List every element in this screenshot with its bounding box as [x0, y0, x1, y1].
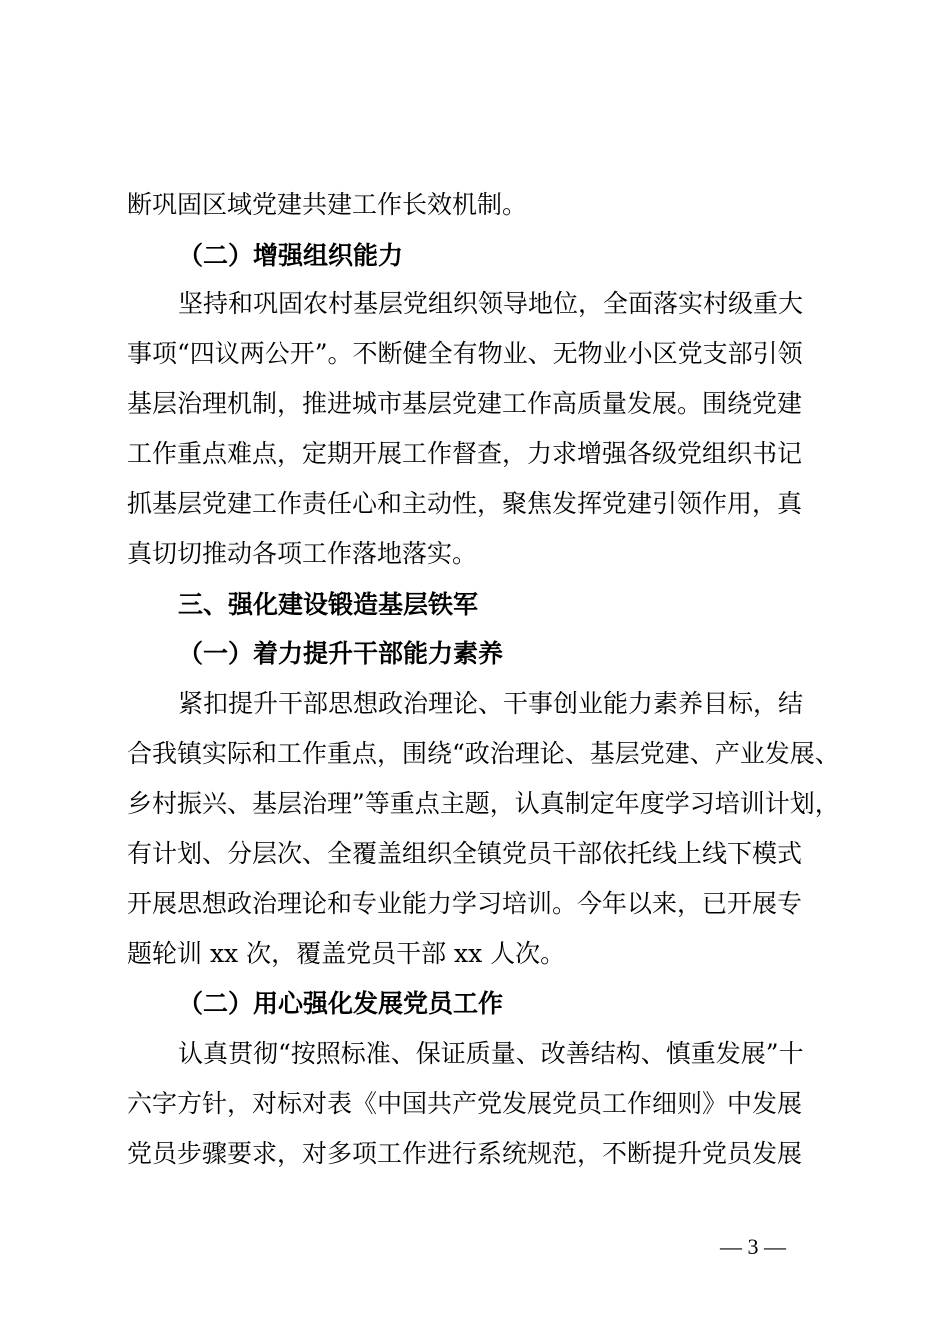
subsection-heading: （一）着力提升干部能力素养 — [178, 639, 504, 668]
body-text-line: 断巩固区域党建共建工作长效机制。 — [127, 190, 528, 219]
body-text-line: 有计划、分层次、全覆盖组织全镇党员干部依托线上线下模式 — [127, 839, 803, 868]
page-number: — 3 — — [720, 1234, 786, 1259]
subsection-heading: （二）增强组织能力 — [178, 241, 404, 270]
body-text-line: 工作重点难点，定期开展工作督查，力求增强各级党组织书记 — [127, 439, 803, 468]
body-text-line: 合我镇实际和工作重点，围绕“政治理论、基层党建、产业发展、 — [127, 739, 840, 768]
body-text-line: 党员步骤要求，对多项工作进行系统规范，不断提升党员发展 — [127, 1139, 803, 1168]
body-text-line: 开展思想政治理论和专业能力学习培训。今年以来，已开展专 — [127, 889, 803, 918]
body-text-line: 六字方针，对标对表《中国共产党发展党员工作细则》中发展 — [127, 1089, 803, 1118]
body-text-line: 事项“四议两公开”。不断健全有物业、无物业小区党支部引领 — [127, 339, 803, 368]
body-text-line: 乡村振兴、基层治理”等重点主题，认真制定年度学习培训计划， — [127, 789, 840, 818]
subsection-heading: （二）用心强化发展党员工作 — [178, 989, 504, 1018]
body-text-line: 抓基层党建工作责任心和主动性，聚焦发挥党建引领作用，真 — [127, 489, 803, 518]
body-text-line: 真切切推动各项工作落地落实。 — [127, 539, 478, 568]
body-text-line: 坚持和巩固农村基层党组织领导地位，全面落实村级重大 — [178, 289, 804, 318]
body-text-line: 认真贯彻“按照标准、保证质量、改善结构、慎重发展”十 — [178, 1039, 804, 1068]
section-heading: 三、强化建设锻造基层铁军 — [178, 590, 479, 619]
body-text-line: 紧扣提升干部思想政治理论、干事创业能力素养目标，结 — [178, 689, 804, 718]
body-text-line: 题轮训 xx 次，覆盖党员干部 xx 人次。 — [127, 939, 566, 968]
body-text-line: 基层治理机制，推进城市基层党建工作高质量发展。围绕党建 — [127, 389, 803, 418]
